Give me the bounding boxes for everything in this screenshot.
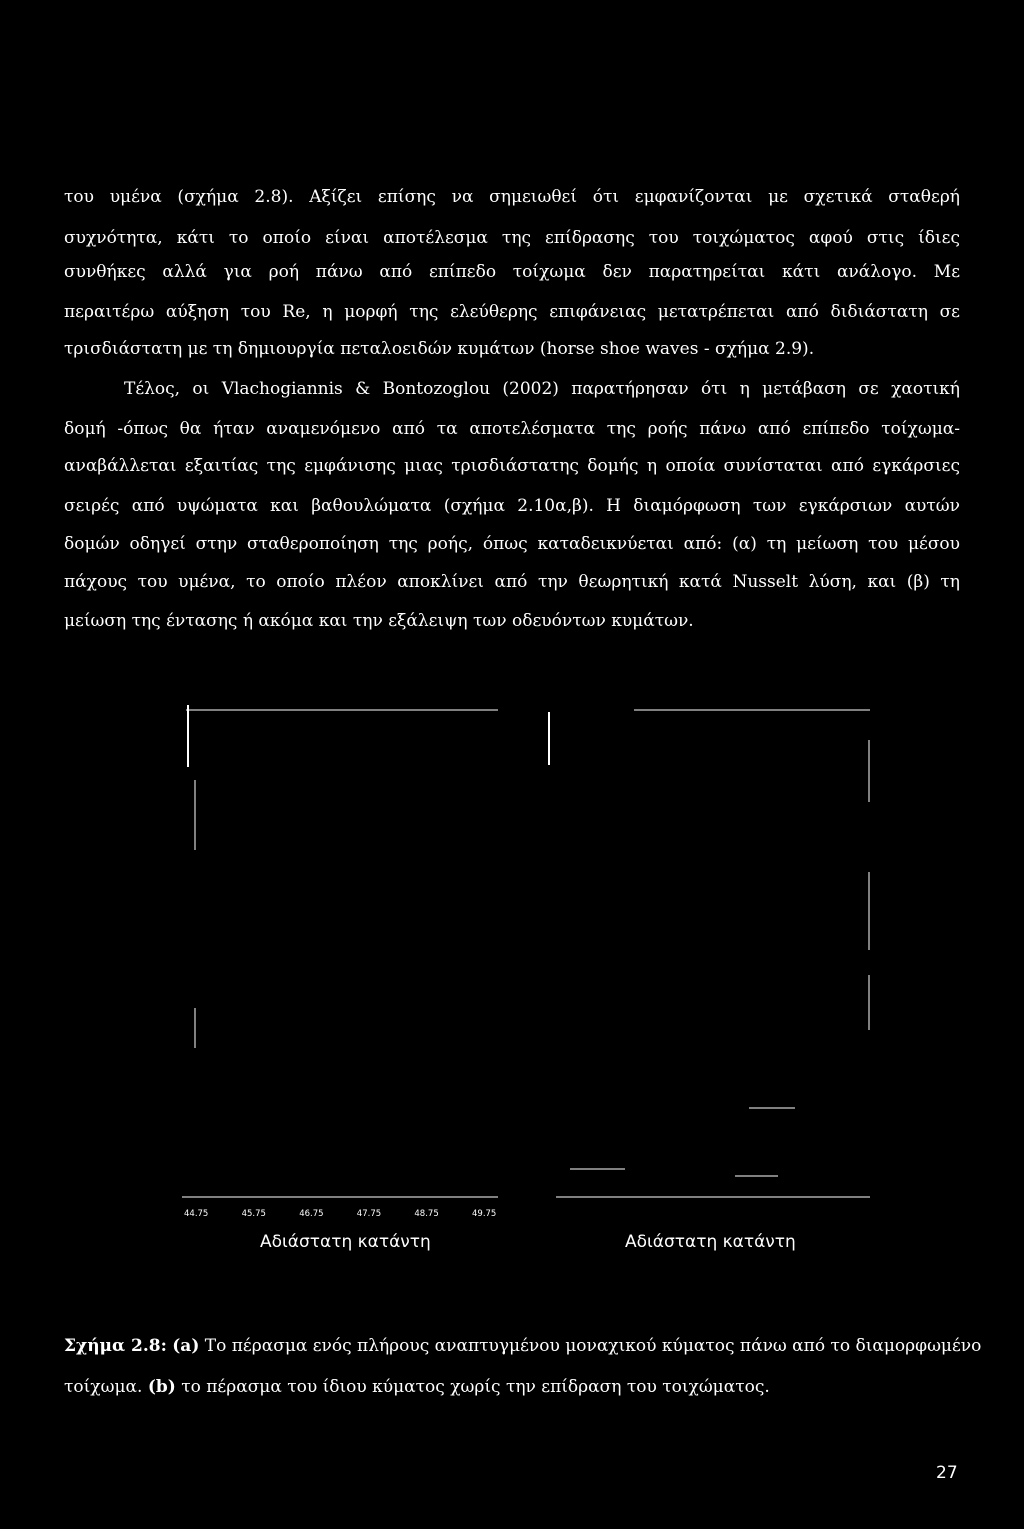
x-tick-label: 47.75 xyxy=(356,1209,382,1219)
right-panel xyxy=(556,710,870,1197)
left-panel-tick-labels xyxy=(184,1209,496,1219)
body-line-1: του υμένα (σχήμα 2.8). Αξίζει επίσης να σημειωθεί ότι εμφανίζονται με σχετικά σταθερή xyxy=(64,187,960,207)
left-panel-xlabel: Αδιάστατη κατάντη xyxy=(260,1232,431,1252)
x-tick-label: 48.75 xyxy=(414,1209,439,1219)
body-line-9: σειρές από υψώματα και βαθουλώματα (σχήμα 2.10α,β). Η διαμόρφωση των εγκάρσιων αυτών xyxy=(64,496,960,516)
x-tick-label: 44.75 xyxy=(184,1209,209,1219)
right-panel-xlabel: Αδιάστατη κατάντη xyxy=(625,1232,796,1252)
body-line-11: πάχους του υμένα, το οποίο πλέον αποκλίνει από την θεωρητική κατά Nusselt λύση, και (β) τη xyxy=(64,572,960,592)
body-line-12: μείωση της έντασης ή ακόμα και την εξάλειψη των οδευόντων κυμάτων. xyxy=(64,611,694,631)
body-line-7: δομή -όπως θα ήταν αναμενόμενο από τα αποτελέσματα της ροής πάνω από επίπεδο τοίχωμα- xyxy=(64,419,960,439)
x-tick-label: 46.75 xyxy=(299,1209,324,1219)
body-line-3: συνθήκες αλλά για ροή πάνω από επίπεδο τοίχωμα δεν παρατηρείται κάτι ανάλογο. Με xyxy=(64,262,960,282)
x-tick-label: 45.75 xyxy=(241,1209,266,1219)
caption-label: Σχήμα 2.8: xyxy=(64,1336,167,1356)
caption-part-b-marker: (b) xyxy=(147,1377,176,1397)
body-line-5: τρισδιάστατη με τη δημιουργία πεταλοειδών κυμάτων (horse shoe waves - σχήμα 2.9). xyxy=(64,339,815,359)
body-line-10: δομών οδηγεί στην σταθεροποίηση της ροής, όπως καταδεικνύεται από: (α) τη μείωση του μέσου xyxy=(64,534,960,554)
body-line-8: αναβάλλεται εξαιτίας της εμφάνισης μιας τρισδιάστατης δομής η οποία συνίσταται από εγκάρσιες xyxy=(64,456,960,476)
figure-caption-line-1 xyxy=(64,1335,982,1357)
caption-part-a-text: Το πέρασμα ενός πλήρους αναπτυγμένου μοναχικού κύματος πάνω από το διαμορφωμένο xyxy=(204,1336,982,1356)
caption-part-b-text: το πέρασμα του ίδιου κύματος χωρίς την επίδραση του τοιχώματος. xyxy=(181,1377,770,1397)
left-panel xyxy=(182,705,549,1197)
caption-line2-prefix: τοίχωμα. xyxy=(64,1377,143,1397)
figure-caption-line-2 xyxy=(64,1376,960,1398)
body-line-6: Τέλος, οι Vlachogiannis & Bontozoglou (2002) παρατήρησαν ότι η μετάβαση σε χαοτική xyxy=(124,379,960,399)
caption-part-a-marker: (a) xyxy=(172,1336,200,1356)
x-tick-label: 49.75 xyxy=(472,1209,497,1219)
body-line-2: συχνότητα, κάτι το οποίο είναι αποτέλεσμα της επίδρασης του τοιχώματος αφού στις ίδιες xyxy=(64,228,960,248)
body-line-4: περαιτέρω αύξηση του Re, η μορφή της ελεύθερης επιφάνειας μετατρέπεται από διδιάστατη σε xyxy=(64,302,960,322)
page-number: 27 xyxy=(936,1463,958,1483)
